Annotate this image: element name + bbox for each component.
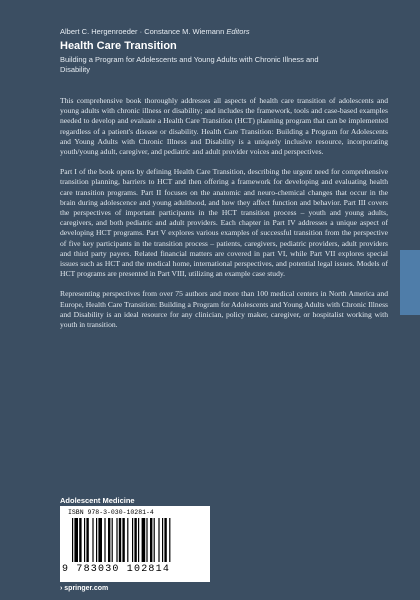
barcode-panel bbox=[60, 506, 210, 582]
barcode-bar bbox=[142, 518, 146, 562]
cover-accent-tab bbox=[400, 250, 420, 315]
barcode-bar bbox=[112, 518, 113, 562]
barcode-bar bbox=[150, 518, 152, 562]
barcode-bar bbox=[79, 518, 81, 562]
barcode-bar bbox=[119, 518, 121, 562]
barcode-bar bbox=[92, 518, 93, 562]
barcode-bar bbox=[116, 518, 117, 562]
book-title: Health Care Transition bbox=[60, 40, 177, 52]
barcode-bar bbox=[146, 518, 147, 562]
barcode-bar bbox=[98, 518, 102, 562]
barcode-bar bbox=[127, 518, 128, 562]
blurb-paragraph: Part I of the book opens by defining Health Care Transition, describing the urgent need for comprehensive transition planning, barriers to HCT and then offering a framework for developing and evaluating health care transition programs. Part II focuses on the anatomic and neuro-chemical changes that occur in the brain during adolescence and young adulthood, and how they affect function and behavior. Part III covers the perspectives of important participants in the HCT transition process – youth and young adults, caregivers, and both pediatric and adult providers. Each chapter in Part IV addresses a unique aspect of developing HCT programs. Part V explores various examples of successful transition from the perspective of five key participants in the transition process – patients, caregivers, pediatric providers, adult providers and third party payers. Related financial matters are covered in part VI, while Part VII explores special issues such as HCT and the medical home, international perspectives, and potential legal issues. Models of HCT programs are presented in Part VIII, utilizing an example case study. bbox=[60, 167, 388, 279]
barcode-bar bbox=[108, 518, 110, 562]
barcode-bar bbox=[162, 518, 163, 562]
blurb bbox=[60, 96, 388, 340]
editor-names: Albert C. Hergenroeder · Constance M. Wiemann bbox=[60, 27, 225, 36]
barcode-bar bbox=[86, 518, 88, 562]
barcode-digits: 9 783030 102814 bbox=[62, 564, 171, 575]
editors-role: Editors bbox=[226, 27, 250, 36]
barcode-bar bbox=[169, 518, 170, 562]
barcode-bar bbox=[104, 518, 105, 562]
blurb-paragraph: This comprehensive book thoroughly addresses all aspects of health care transition of adolescents and young adults with chronic illness or disability; and includes the framework, tools and case-based examples needed to develop and evaluate a Health Care Transition (HCT) planning program that can be implemented regardless of a patient's disease or disability. Health Care Transition: Building a Program for Adolescents and Young Adults with Chronic Illness and Disability is a uniquely inclusive resource, incorporating youth/young adult, caregiver, and pediatric and adult provider voices and perspectives. bbox=[60, 96, 388, 157]
publisher-website[interactable]: › springer.com bbox=[60, 585, 109, 592]
blurb-paragraph: Representing perspectives from over 75 authors and more than 100 medical centers in North America and Europe, Health Care Transition: Building a Program for Adolescents and Young Adults with Chronic Illness and Disability is an ideal resource for any clinician, policy maker, caregiver, or hospitalist working with youth in transition. bbox=[60, 289, 388, 330]
barcode-bar bbox=[122, 518, 124, 562]
book-subtitle: Building a Program for Adolescents and Young Adults with Chronic Illness and Disability bbox=[60, 55, 319, 74]
barcode-bar bbox=[158, 518, 159, 562]
editors-line bbox=[60, 27, 360, 36]
barcode-bar bbox=[138, 518, 139, 562]
barcode-bar bbox=[164, 518, 166, 562]
barcode-bar bbox=[74, 518, 78, 562]
series-name: Adolescent Medicine bbox=[60, 496, 135, 505]
barcode-bar bbox=[154, 518, 155, 562]
isbn-text: ISBN 978-3-030-10281-4 bbox=[68, 509, 154, 516]
barcode-bar bbox=[96, 518, 97, 562]
barcode-icon bbox=[72, 518, 202, 562]
barcode-bar bbox=[72, 518, 73, 562]
barcode-bar bbox=[132, 518, 133, 562]
barcode-bar bbox=[84, 518, 85, 562]
barcode-bar bbox=[134, 518, 136, 562]
